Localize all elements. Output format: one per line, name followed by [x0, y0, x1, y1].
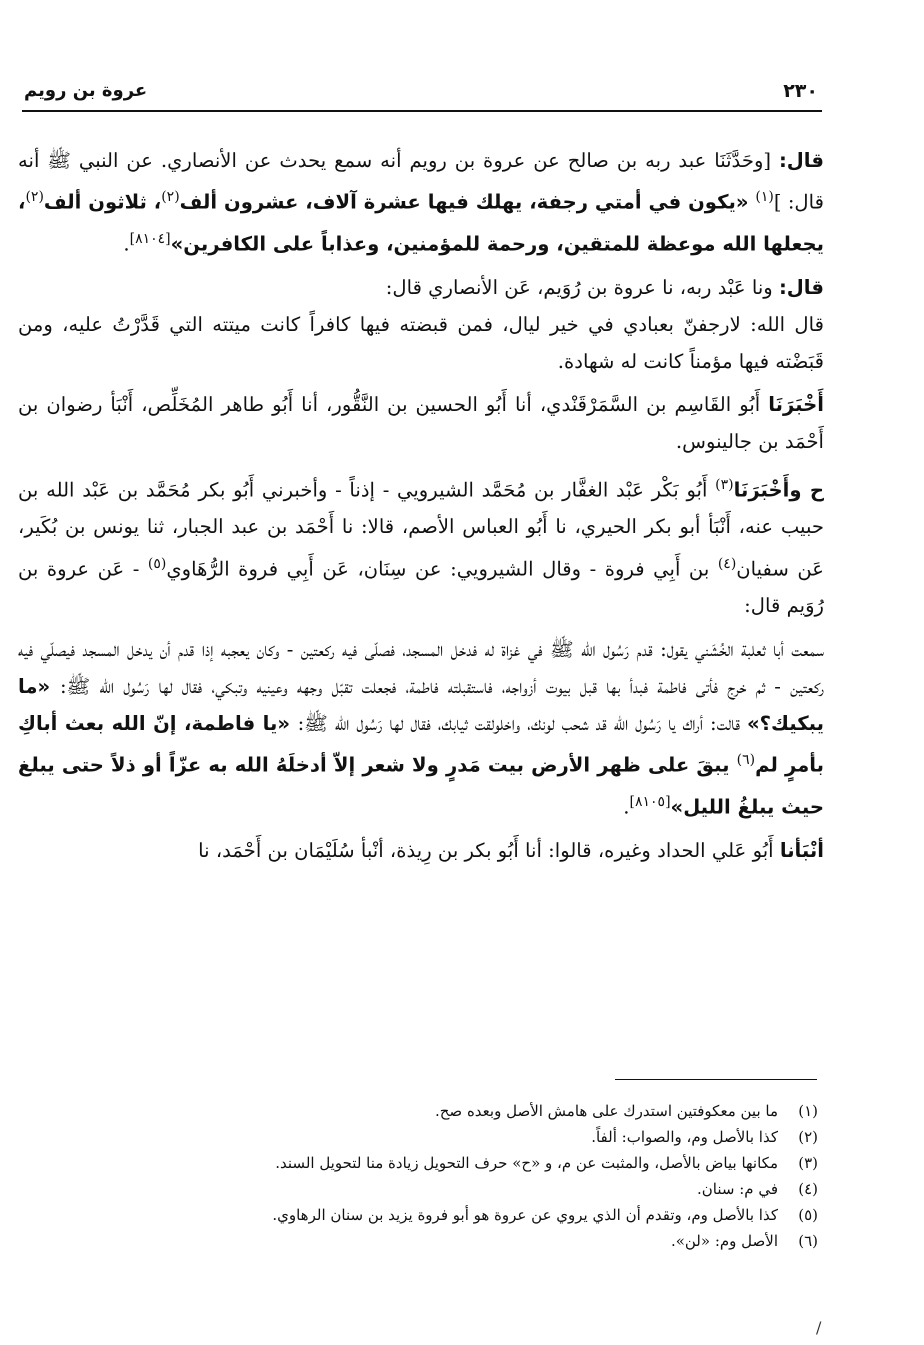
paragraph-text: [وحَدَّثَنَا عبد ربه بن صالح عن عروة بن رويم أنه سمع يحدث عن الأنصاري. عن النبي ﷺ أنه قال: ] — [18, 149, 825, 214]
footnote-marker: (١) — [755, 189, 774, 206]
main-text — [18, 142, 824, 875]
sentence-end: . — [123, 232, 130, 256]
hadith-text: يبقَ على ظهر الأرض بيت مَدرٍ ولا شعر إلاّ أدخلَهُ الله به عزّاً أو ذلاً حتى يبلغ حيث يبلغُ الليل» — [18, 753, 824, 819]
paragraph-text: بن أَبِي فروة - وقال الشيرويي: عن سِنَان، عَن أَبِي فروة الرُّهَاوي — [166, 557, 718, 581]
footnote-text: الأصل وم: «لن». — [670, 1232, 778, 1250]
narration-keyword: أنْبَأنا — [779, 838, 824, 862]
footnote-text: كذا بالأصل وم، وتقدم أن الذي يروي عن عروة هو أبو فروة يزيد بن سنان الرهاوي. — [272, 1206, 778, 1224]
narration-keyword: ح وأَخْبَرَنَا — [733, 478, 824, 502]
paragraph-3 — [18, 386, 824, 460]
footnote-item — [100, 1150, 818, 1176]
footnote-marker: (٢) — [25, 189, 44, 206]
paragraph-text: سمعت أبا ثعلبة الخُشَني يقول: قدم رَسُول الله ﷺ في غزاة له فدخل المسجد، فصلّى فيه ركعتين - وكان يعجبه إذا قدم أن يدخل المسجد فيصلّي فيه ركعتين - ثم خرج فأتى فاطمة فبدأ بها قبل بيوت أزواجه، فاستقبلته فاطمة، فجعلت تقبّل وجهه وعينيه وتبكي، فقال لها رَسُول الله ﷺ: — [18, 637, 825, 698]
bottom-mark: / — [816, 1318, 822, 1337]
footnote-marker: (٥) — [147, 555, 167, 572]
paragraph-text: أَبُو القَاسِم بن السَّمَرْقَنْدي، أنا أَبُو الحسين بن النَّقُّور، أنا أَبُو طاهر المُخَلِّص، أَنْبَأ رضوان بن أَحْمَد بن جالينوس. — [18, 393, 824, 454]
paragraph-text: ونا عَبْد ربه، نا عروة بن رُوَيم، عَن الأنصاري قال: — [385, 275, 779, 299]
footnote-item — [100, 1098, 818, 1124]
paragraph-text: - عَن عروة بن رُوَيم قال: — [18, 557, 824, 618]
footnote-number: (٥) — [798, 1206, 818, 1224]
footnote-number: (٤) — [798, 1180, 818, 1198]
paragraph-6 — [18, 832, 824, 869]
sentence-end: . — [623, 795, 630, 819]
hadith-number: [٨١٠٥] — [629, 793, 671, 810]
footnote-item — [100, 1228, 818, 1254]
hadith-text: «ما يبكيك؟» — [18, 674, 824, 735]
narration-keyword: قال: — [778, 149, 824, 172]
hadith-number: [٨١٠٤] — [129, 230, 171, 247]
paragraph-2 — [18, 269, 824, 381]
paragraph-text: قال الله: لارجفنّ بعبادي في خير ليال، فمن قبضته فيها كافراً كانت ميتته التي قَدَّرْتُ عليه، ومن قَبَضْته فيها مؤمناً كانت له شهادة. — [18, 312, 824, 374]
paragraph-text: أَبُو عَلي الحداد وغيره، قالوا: أنا أَبُو بكر بن رِيذة، أنْبأ سُلَيْمَان بن أَحْمَد، نا — [198, 838, 780, 862]
footnotes — [100, 1098, 818, 1254]
footnote-text: كذا بالأصل وم، والصواب: ألفاً. — [591, 1128, 778, 1146]
footnote-text: ما بين معكوفتين استدرك على هامش الأصل وبعده صح. — [434, 1102, 778, 1120]
footnote-marker: (٦) — [736, 752, 756, 769]
footnote-number: (٢) — [798, 1128, 818, 1146]
hadith-text: «يكون في أمتي رجفة، يهلك فيها عشرة آلاف، عشرون ألف — [179, 190, 756, 214]
paragraph-text: أَبُو بَكْر عَبْد الغفَّار بن مُحَمَّد الشيرويي - إذناً - وأخبرني أَبُو بكر مُحَمَّد بن عَبْد الله بن حبيب عنه، أَنْبَأ أبو بكر الحيري، نا أَبُو العباس الأصم، قالا: نا أَحْمَد بن عبد الجبار، ثنا يونس بن بُكَير، عَن سفيان — [18, 478, 825, 581]
footnote-number: (٣) — [798, 1154, 818, 1172]
narration-keyword: أَخْبَرَنَا — [768, 393, 824, 417]
footnote-item — [100, 1202, 818, 1228]
footnote-text: مكانها بياض بالأصل، والمثبت عن م، و «ح» حرف التحويل زيادة منا لتحويل السند. — [275, 1154, 778, 1172]
hadith-text: ، يجعلها الله موعظة للمتقين، ورحمة للمؤمنين، وعذاباً على الكافرين» — [18, 190, 824, 256]
footnote-item — [100, 1124, 818, 1150]
running-title: عروة بن رويم — [24, 80, 148, 101]
footnote-marker: (٢) — [161, 189, 180, 206]
page-header — [22, 70, 822, 112]
footnote-number: (١) — [798, 1102, 818, 1120]
paragraph-4 — [18, 467, 824, 625]
paragraph-5 — [18, 631, 824, 826]
narration-keyword: قال: — [778, 275, 824, 299]
footnote-divider — [615, 1079, 817, 1080]
hadith-text: ، ثلاثون ألف — [43, 190, 162, 214]
footnote-marker: (٤) — [717, 555, 737, 572]
paragraph-1 — [18, 142, 824, 263]
footnote-marker: (٣) — [715, 476, 734, 493]
footnote-item — [100, 1176, 818, 1202]
footnote-text: في م: سنان. — [697, 1180, 778, 1198]
paragraph-text: قالت: أراك يا رَسُول الله قد شحب لونك، واخلولقت ثيابك، فقال لها رَسُول الله ﷺ: — [297, 711, 747, 735]
page-number: ٢٣٠ — [783, 80, 818, 102]
hadith-text: «يا فاطمة، إنّ الله بعث أباكِ بأمرٍ لم — [18, 711, 825, 777]
footnote-number: (٦) — [798, 1232, 818, 1250]
